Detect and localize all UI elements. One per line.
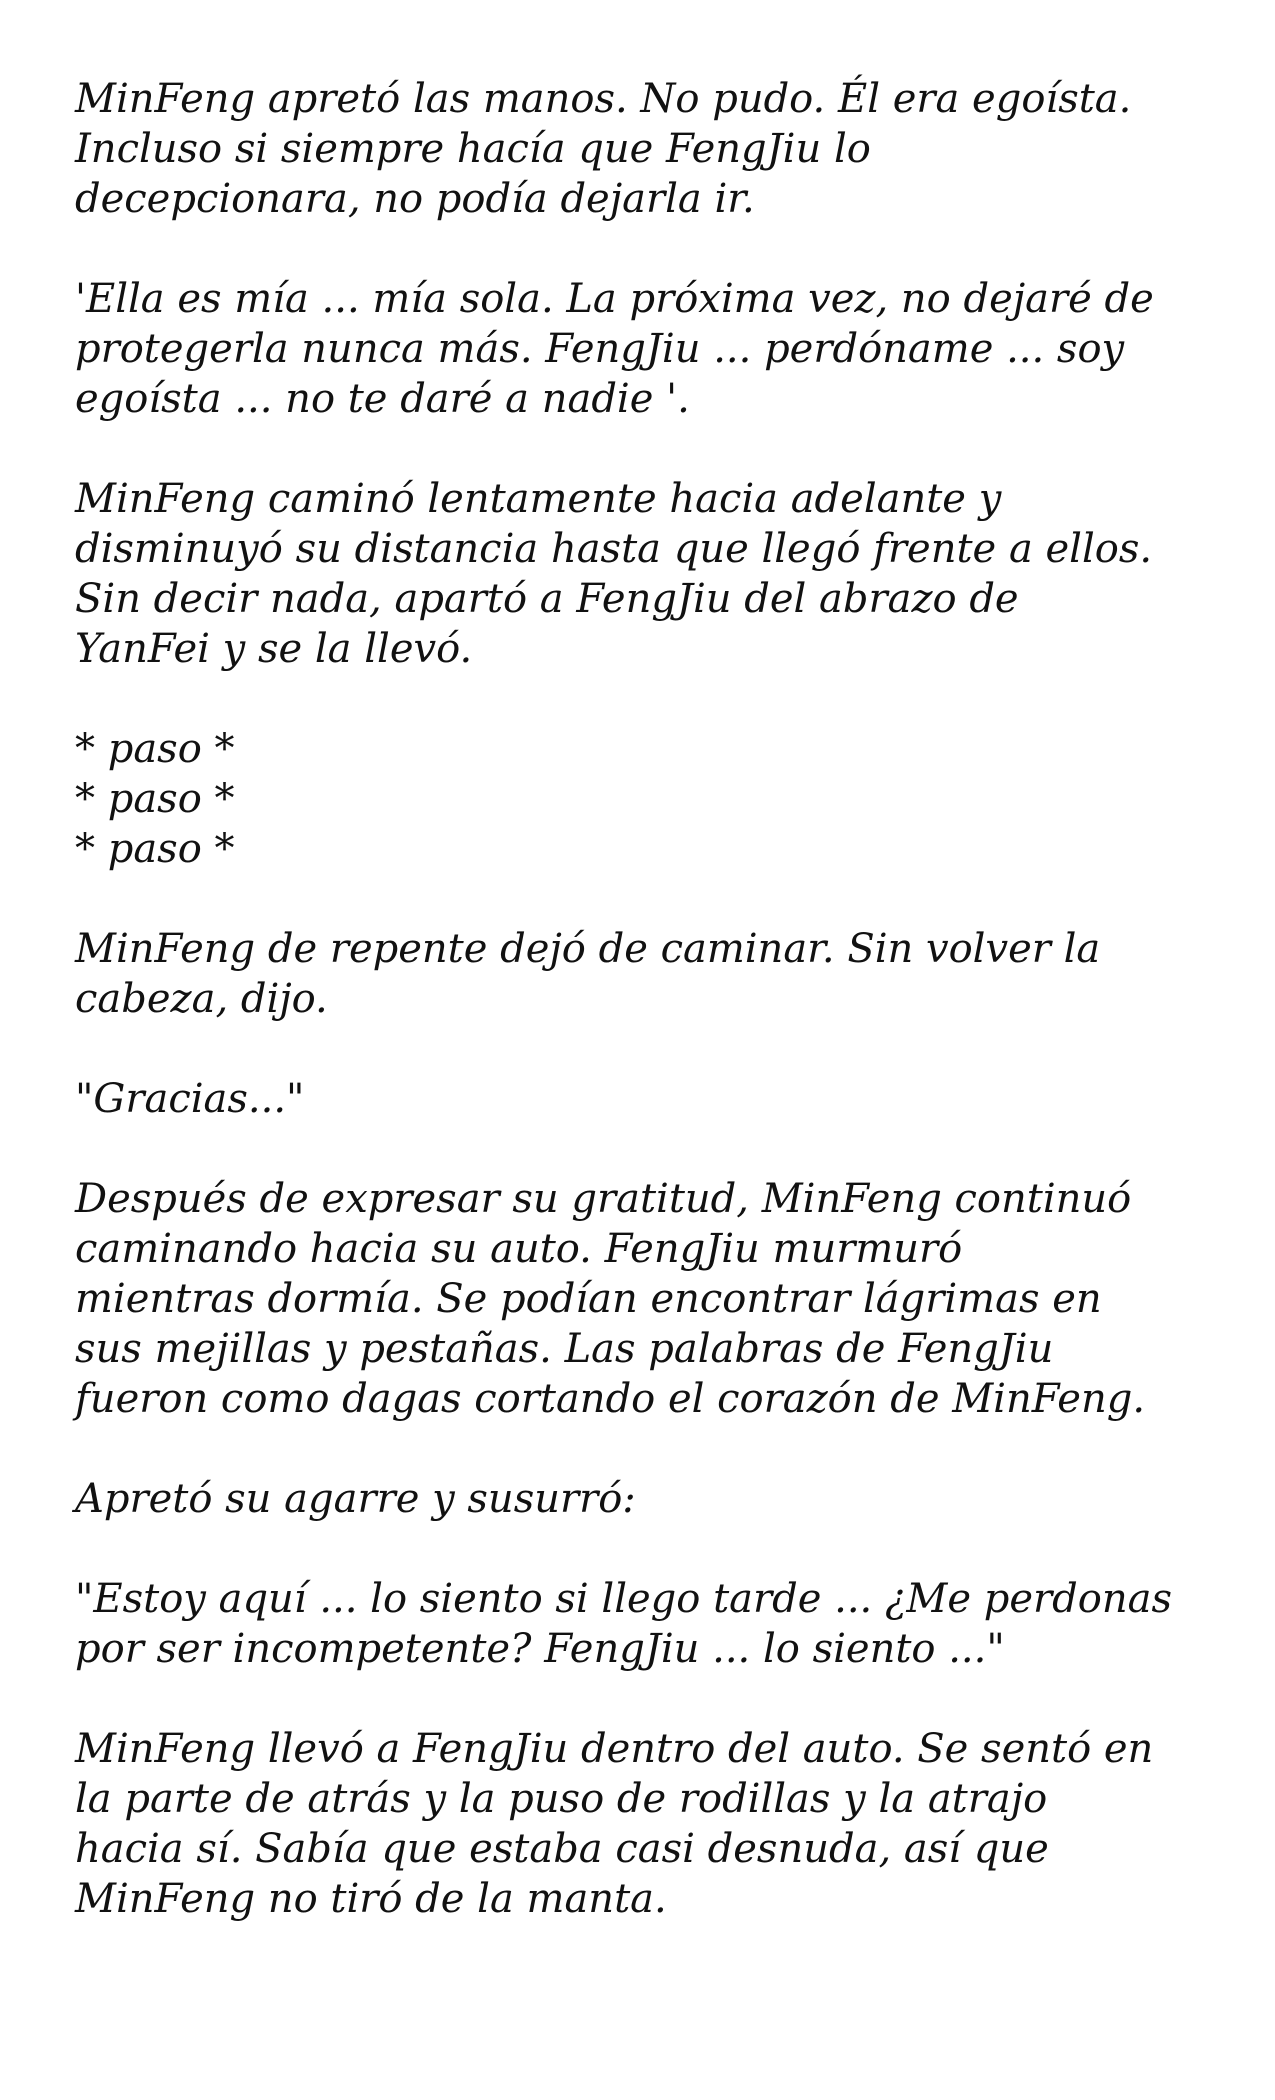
paragraph: MinFeng apretó las manos. No pudo. Él era egoísta. Incluso si siempre hacía que FengJiu lo decepcionara, no podía dejarla ir. bbox=[75, 76, 1132, 222]
paragraph: MinFeng de repente dejó de caminar. Sin volver la cabeza, dijo. bbox=[75, 926, 1101, 1022]
paragraph: * paso * * paso * * paso * bbox=[75, 726, 235, 872]
paragraph: MinFeng llevó a FengJiu dentro del auto. Se sentó en la parte de atrás y la puso de rodillas y la atrajo hacia sí. Sabía que estaba casi desnuda, así que MinFeng no tiró de la manta. bbox=[75, 1726, 1154, 1922]
paragraph: "Gracias..." bbox=[75, 1076, 305, 1122]
paragraph: Después de expresar su gratitud, MinFeng continuó caminando hacia su auto. FengJiu murmuró mientras dormía. Se podían encontrar lágrimas en sus mejillas y pestañas. Las palabras de FengJiu fueron como dagas cortando el corazón de MinFeng. bbox=[75, 1176, 1146, 1422]
paragraph: "Estoy aquí ... lo siento si llego tarde ... ¿Me perdonas por ser incompetente? FengJiu ... lo siento ..." bbox=[75, 1576, 1172, 1672]
paragraph: Apretó su agarre y susurró: bbox=[75, 1476, 636, 1522]
paragraph: 'Ella es mía ... mía sola. La próxima vez, no dejaré de protegerla nunca más. FengJiu ... perdóname ... soy egoísta ... no te daré a nadie '. bbox=[75, 276, 1154, 422]
paragraph: MinFeng caminó lentamente hacia adelante y disminuyó su distancia hasta que llegó frente a ellos. Sin decir nada, apartó a FengJiu del abrazo de YanFei y se la llevó. bbox=[75, 476, 1153, 672]
document-page bbox=[75, 74, 1255, 1974]
